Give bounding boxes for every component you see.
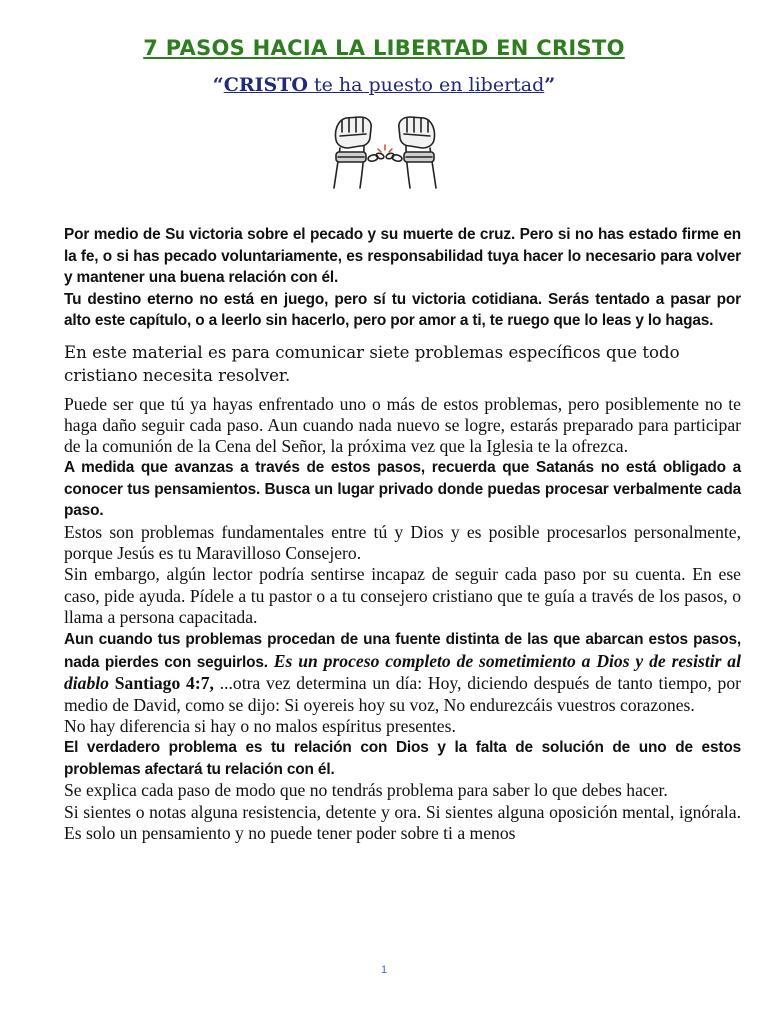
- body-paragraph-1: Puede ser que tú ya hayas enfrentado uno o más de estos problemas, pero posiblemente no te haga daño seguir cada paso. Aun cuando nada nuevo se logre, estarás preparado para participar de la comunión de la Cena del Señor, la próxima vez que la Iglesia te la ofrezca.: [64, 393, 741, 457]
- p7-rest: ...otra vez determina un día: Hoy, diciendo después de tanto tiempo, por medio de David, como se dijo: Si oyereis hoy su voz, No endurezcáis vuestros corazones.: [64, 673, 741, 715]
- p7-bold-sans: Aun cuando tus problemas procedan de una fuente distinta de las que abarcan estos pasos, nada pierdes con seguirlos.: [64, 631, 741, 671]
- broken-handcuffs-fists-icon: [326, 112, 444, 190]
- body-paragraph-5: [64, 628, 741, 716]
- section-heading: En este material es para comunicar siete problemas específicos que todo cristiano necesita resolver.: [64, 342, 680, 385]
- body-paragraph-4: Sin embargo, algún lector podría sentirse incapaz de seguir cada paso por su cuenta. En ese caso, pide ayuda. Pídele a tu pastor o a tu consejero cristiano que te guía a través de los pasos, o llama a persona capacitada.: [64, 564, 741, 628]
- body-paragraph-3: Estos son problemas fundamentales entre tú y Dios y es posible procesarlos personalmente, porque Jesús es tu Maravilloso Consejero.: [64, 521, 741, 564]
- body-paragraph-6: No hay diferencia si hay o no malos espíritus presentes.: [64, 715, 456, 736]
- subtitle-rest: te ha puesto en libertad: [307, 74, 545, 96]
- subtitle-open-quote: “: [212, 74, 224, 96]
- intro-paragraph-2: Tu destino eterno no está en juego, pero sí tu victoria cotidiana. Serás tentado a pasar por alto este capítulo, o a leerlo sin hacerlo, pero por amor a ti, te ruego que lo leas y lo hagas.: [64, 290, 741, 329]
- body-paragraph-7: El verdadero problema es tu relación con Dios y la falta de solución de uno de estos problemas afectará tu relación con él.: [64, 739, 741, 778]
- body-paragraph-9: Si sientes o notas alguna resistencia, detente y ora. Si sientes alguna oposición mental, ignórala. Es solo un pensamiento y no puede tener poder sobre ti a menos: [64, 801, 741, 843]
- page-title: 7 PASOS HACIA LA LIBERTAD EN CRISTO: [143, 36, 625, 60]
- p7-scripture-ref: Santiago 4:7,: [108, 673, 214, 694]
- body-paragraph-8: Se explica cada paso de modo que no tendrás problema para saber lo que debes hacer.: [64, 780, 668, 801]
- subtitle-emphasis: CRISTO: [223, 74, 308, 96]
- page-number: 1: [380, 964, 388, 976]
- document-body: [64, 224, 741, 844]
- intro-paragraph-1: Por medio de Su victoria sobre el pecado y su muerte de cruz. Pero si no has estado firme en la fe, o si has pecado voluntariamente, es responsabilidad tuya hacer lo necesario para volver y mantener una buena relación con él.: [64, 226, 741, 286]
- p7-bold-italic: Es un proceso completo de sometimiento a Dios y de resistir al diablo: [64, 650, 741, 694]
- body-paragraph-2: A medida que avanzas a través de estos pasos, recuerda que Satanás no está obligado a conocer tus pensamientos. Busca un lugar privado donde puedas procesar verbalmente cada paso.: [64, 459, 741, 520]
- subtitle-close-quote: ”: [544, 74, 556, 96]
- page-subtitle: [0, 74, 768, 96]
